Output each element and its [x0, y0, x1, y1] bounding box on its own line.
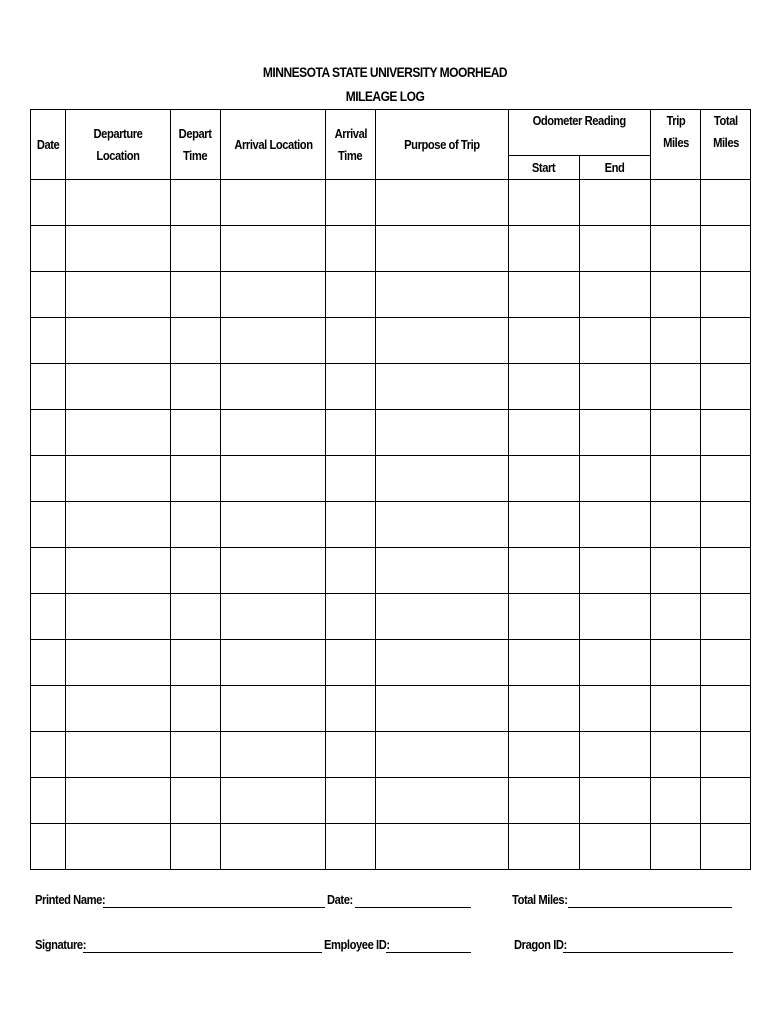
cell-arrival-location[interactable]: [221, 410, 326, 456]
cell-arrival-location[interactable]: [221, 778, 326, 824]
cell-odometer-start[interactable]: [509, 226, 580, 272]
cell-purpose-of-trip[interactable]: [376, 824, 509, 870]
cell-trip-miles[interactable]: [651, 272, 701, 318]
cell-arrival-location[interactable]: [221, 686, 326, 732]
cell-departure-location[interactable]: [66, 824, 171, 870]
cell-purpose-of-trip[interactable]: [376, 548, 509, 594]
cell-departure-location[interactable]: [66, 548, 171, 594]
cell-departure-location[interactable]: [66, 778, 171, 824]
form-title: MINNESOTA STATE UNIVERSITY MOORHEAD: [262, 64, 508, 80]
employee-id-field[interactable]: [386, 952, 471, 953]
cell-date[interactable]: [31, 732, 66, 778]
cell-departure-location[interactable]: [66, 456, 171, 502]
cell-arrival-location[interactable]: [221, 456, 326, 502]
table-row: [31, 824, 751, 870]
cell-arrival-time[interactable]: [326, 686, 376, 732]
cell-purpose-of-trip[interactable]: [376, 778, 509, 824]
cell-arrival-location[interactable]: [221, 226, 326, 272]
cell-date[interactable]: [31, 686, 66, 732]
cell-arrival-time[interactable]: [326, 640, 376, 686]
cell-departure-location[interactable]: [66, 180, 171, 226]
signature-field[interactable]: [83, 952, 322, 953]
cell-trip-miles[interactable]: [651, 318, 701, 364]
date-field[interactable]: [355, 907, 471, 908]
form-subtitle: MILEAGE LOG: [345, 88, 425, 104]
cell-purpose-of-trip[interactable]: [376, 180, 509, 226]
header-total-miles: Total Miles: [701, 110, 751, 180]
cell-departure-location[interactable]: [66, 410, 171, 456]
total-miles-field[interactable]: [568, 907, 732, 908]
cell-date[interactable]: [31, 226, 66, 272]
header-trip-miles: Trip Miles: [651, 110, 701, 180]
cell-date[interactable]: [31, 594, 66, 640]
cell-depart-time[interactable]: [171, 548, 221, 594]
table-row: [31, 226, 751, 272]
cell-date[interactable]: [31, 272, 66, 318]
table-row: [31, 548, 751, 594]
cell-total-miles[interactable]: [701, 410, 751, 456]
cell-odometer-start[interactable]: [509, 686, 580, 732]
cell-total-miles[interactable]: [701, 456, 751, 502]
cell-total-miles[interactable]: [701, 318, 751, 364]
printed-name-field[interactable]: [103, 907, 325, 908]
cell-purpose-of-trip[interactable]: [376, 456, 509, 502]
cell-odometer-end[interactable]: [580, 594, 651, 640]
cell-arrival-location[interactable]: [221, 364, 326, 410]
cell-total-miles[interactable]: [701, 180, 751, 226]
header-odometer-start: Start: [509, 156, 580, 180]
cell-depart-time[interactable]: [171, 686, 221, 732]
table-row: [31, 456, 751, 502]
cell-arrival-location[interactable]: [221, 502, 326, 548]
cell-odometer-end[interactable]: [580, 824, 651, 870]
cell-departure-location[interactable]: [66, 640, 171, 686]
cell-total-miles[interactable]: [701, 732, 751, 778]
cell-trip-miles[interactable]: [651, 364, 701, 410]
cell-odometer-end[interactable]: [580, 456, 651, 502]
table-row: [31, 640, 751, 686]
cell-date[interactable]: [31, 502, 66, 548]
cell-date[interactable]: [31, 410, 66, 456]
cell-date[interactable]: [31, 640, 66, 686]
cell-depart-time[interactable]: [171, 732, 221, 778]
cell-depart-time[interactable]: [171, 778, 221, 824]
cell-odometer-end[interactable]: [580, 640, 651, 686]
cell-odometer-start[interactable]: [509, 778, 580, 824]
cell-odometer-start[interactable]: [509, 502, 580, 548]
table-row: [31, 272, 751, 318]
cell-departure-location[interactable]: [66, 732, 171, 778]
cell-arrival-location[interactable]: [221, 640, 326, 686]
cell-arrival-time[interactable]: [326, 594, 376, 640]
cell-total-miles[interactable]: [701, 502, 751, 548]
cell-total-miles[interactable]: [701, 548, 751, 594]
cell-arrival-time[interactable]: [326, 180, 376, 226]
cell-departure-location[interactable]: [66, 226, 171, 272]
cell-depart-time[interactable]: [171, 456, 221, 502]
table-row: [31, 594, 751, 640]
cell-date[interactable]: [31, 824, 66, 870]
cell-trip-miles[interactable]: [651, 226, 701, 272]
date-label: Date:: [327, 892, 353, 907]
cell-odometer-end[interactable]: [580, 410, 651, 456]
cell-trip-miles[interactable]: [651, 456, 701, 502]
cell-odometer-end[interactable]: [580, 686, 651, 732]
cell-total-miles[interactable]: [701, 594, 751, 640]
cell-arrival-location[interactable]: [221, 318, 326, 364]
cell-purpose-of-trip[interactable]: [376, 686, 509, 732]
cell-total-miles[interactable]: [701, 226, 751, 272]
table-row: [31, 732, 751, 778]
cell-trip-miles[interactable]: [651, 548, 701, 594]
cell-depart-time[interactable]: [171, 364, 221, 410]
cell-depart-time[interactable]: [171, 226, 221, 272]
cell-trip-miles[interactable]: [651, 732, 701, 778]
cell-departure-location[interactable]: [66, 318, 171, 364]
header-departure-location: Departure Location: [66, 110, 171, 180]
employee-id-label: Employee ID:: [324, 937, 390, 952]
cell-depart-time[interactable]: [171, 594, 221, 640]
cell-departure-location[interactable]: [66, 502, 171, 548]
cell-odometer-start[interactable]: [509, 180, 580, 226]
cell-date[interactable]: [31, 364, 66, 410]
cell-date[interactable]: [31, 318, 66, 364]
table-row: [31, 686, 751, 732]
dragon-id-label: Dragon ID:: [514, 937, 567, 952]
table-row: [31, 778, 751, 824]
cell-odometer-start[interactable]: [509, 824, 580, 870]
cell-arrival-time[interactable]: [326, 548, 376, 594]
cell-purpose-of-trip[interactable]: [376, 502, 509, 548]
cell-total-miles[interactable]: [701, 640, 751, 686]
cell-depart-time[interactable]: [171, 318, 221, 364]
cell-arrival-location[interactable]: [221, 732, 326, 778]
dragon-id-field[interactable]: [563, 952, 733, 953]
signature-label: Signature:: [35, 937, 86, 952]
cell-purpose-of-trip[interactable]: [376, 732, 509, 778]
cell-arrival-location[interactable]: [221, 272, 326, 318]
cell-arrival-location[interactable]: [221, 594, 326, 640]
cell-depart-time[interactable]: [171, 410, 221, 456]
cell-purpose-of-trip[interactable]: [376, 226, 509, 272]
cell-depart-time[interactable]: [171, 640, 221, 686]
cell-arrival-location[interactable]: [221, 824, 326, 870]
mileage-log-table: [30, 109, 751, 870]
cell-odometer-end[interactable]: [580, 732, 651, 778]
header-arrival-time: Arrival Time: [326, 110, 376, 180]
cell-odometer-end[interactable]: [580, 226, 651, 272]
cell-departure-location[interactable]: [66, 686, 171, 732]
table-row: [31, 502, 751, 548]
cell-depart-time[interactable]: [171, 180, 221, 226]
cell-total-miles[interactable]: [701, 686, 751, 732]
table-row: [31, 364, 751, 410]
cell-arrival-time[interactable]: [326, 226, 376, 272]
cell-purpose-of-trip[interactable]: [376, 410, 509, 456]
cell-odometer-start[interactable]: [509, 272, 580, 318]
cell-odometer-start[interactable]: [509, 456, 580, 502]
cell-arrival-time[interactable]: [326, 272, 376, 318]
header-arrival-location: Arrival Location: [221, 110, 326, 180]
cell-odometer-end[interactable]: [580, 364, 651, 410]
cell-departure-location[interactable]: [66, 364, 171, 410]
cell-arrival-time[interactable]: [326, 364, 376, 410]
cell-purpose-of-trip[interactable]: [376, 272, 509, 318]
cell-arrival-time[interactable]: [326, 732, 376, 778]
cell-odometer-end[interactable]: [580, 180, 651, 226]
cell-departure-location[interactable]: [66, 594, 171, 640]
cell-arrival-location[interactable]: [221, 548, 326, 594]
cell-trip-miles[interactable]: [651, 410, 701, 456]
cell-date[interactable]: [31, 548, 66, 594]
cell-total-miles[interactable]: [701, 824, 751, 870]
cell-date[interactable]: [31, 180, 66, 226]
cell-total-miles[interactable]: [701, 272, 751, 318]
cell-depart-time[interactable]: [171, 272, 221, 318]
printed-name-label: Printed Name:: [35, 892, 106, 907]
cell-date[interactable]: [31, 778, 66, 824]
cell-depart-time[interactable]: [171, 824, 221, 870]
cell-odometer-end[interactable]: [580, 778, 651, 824]
cell-arrival-location[interactable]: [221, 180, 326, 226]
cell-trip-miles[interactable]: [651, 778, 701, 824]
header-purpose-of-trip: Purpose of Trip: [376, 110, 509, 180]
cell-total-miles[interactable]: [701, 778, 751, 824]
cell-date[interactable]: [31, 456, 66, 502]
header-odometer-end: End: [580, 156, 651, 180]
cell-odometer-end[interactable]: [580, 318, 651, 364]
cell-arrival-time[interactable]: [326, 456, 376, 502]
cell-trip-miles[interactable]: [651, 502, 701, 548]
cell-arrival-time[interactable]: [326, 778, 376, 824]
cell-trip-miles[interactable]: [651, 824, 701, 870]
cell-odometer-start[interactable]: [509, 548, 580, 594]
header-depart-time: Depart Time: [171, 110, 221, 180]
cell-trip-miles[interactable]: [651, 640, 701, 686]
cell-purpose-of-trip[interactable]: [376, 640, 509, 686]
table-row: [31, 318, 751, 364]
cell-odometer-start[interactable]: [509, 640, 580, 686]
cell-arrival-time[interactable]: [326, 824, 376, 870]
cell-trip-miles[interactable]: [651, 686, 701, 732]
cell-odometer-end[interactable]: [580, 548, 651, 594]
header-date: Date: [31, 110, 66, 180]
cell-odometer-start[interactable]: [509, 318, 580, 364]
cell-odometer-end[interactable]: [580, 502, 651, 548]
cell-odometer-start[interactable]: [509, 364, 580, 410]
cell-arrival-time[interactable]: [326, 318, 376, 364]
total-miles-label: Total Miles:: [512, 892, 568, 907]
cell-odometer-start[interactable]: [509, 410, 580, 456]
table-row: [31, 410, 751, 456]
cell-odometer-start[interactable]: [509, 732, 580, 778]
cell-depart-time[interactable]: [171, 502, 221, 548]
cell-purpose-of-trip[interactable]: [376, 318, 509, 364]
header-odometer-reading: Odometer Reading: [509, 110, 651, 156]
cell-purpose-of-trip[interactable]: [376, 364, 509, 410]
cell-odometer-start[interactable]: [509, 594, 580, 640]
cell-trip-miles[interactable]: [651, 180, 701, 226]
cell-odometer-end[interactable]: [580, 272, 651, 318]
cell-total-miles[interactable]: [701, 364, 751, 410]
cell-trip-miles[interactable]: [651, 594, 701, 640]
cell-departure-location[interactable]: [66, 272, 171, 318]
cell-arrival-time[interactable]: [326, 502, 376, 548]
cell-purpose-of-trip[interactable]: [376, 594, 509, 640]
cell-arrival-time[interactable]: [326, 410, 376, 456]
table-row: [31, 180, 751, 226]
